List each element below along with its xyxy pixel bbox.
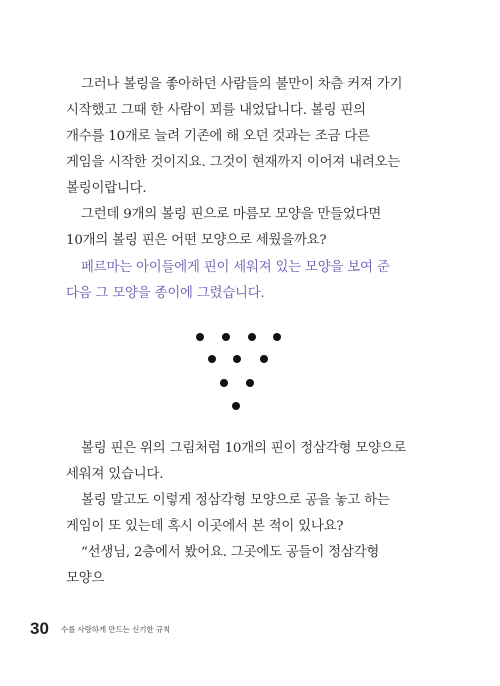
bowling-pin-dot	[196, 333, 204, 341]
paragraph: 볼링 핀은 위의 그림처럼 10개의 핀이 정삼각형 모양으로 세워져 있습니다.	[66, 441, 407, 482]
bowling-pin-dot	[208, 355, 216, 363]
highlighted-paragraph: 페르마는 아이들에게 핀이 세워져 있는 모양을 보여 준 다음 그 모양을 종이에 그렸습니다.	[66, 260, 390, 301]
bowling-pin-dot	[260, 355, 268, 363]
bowling-pin-dot	[222, 333, 230, 341]
highlighted-text-block	[66, 255, 408, 307]
page-number: 30	[30, 619, 49, 638]
paragraph: “선생님, 2층에서 봤어요. 그곳에도 공들이 정삼각형 모양으	[66, 545, 380, 586]
running-title: 수를 사랑하게 만드는 신기한 규칙	[60, 624, 171, 634]
paragraph: 그러나 볼링을 좋아하던 사람들의 불만이 차츰 커져 가기 시작했고 그때 한 사람이 꾀를 내었답니다. 볼링 핀의 개수를 10개로 늘려 기존에 해 오던 것과는 조금 다른 게임을 시작한 것이지요. 그것이 현재까지 이어져 내려오는 볼링이랍니다.	[66, 77, 403, 196]
text-block-top	[66, 72, 408, 254]
bowling-pin-dot	[232, 402, 240, 410]
bowling-pin-dot	[220, 379, 228, 387]
text-block-bottom	[66, 436, 408, 592]
paragraph: 볼링 말고도 이렇게 정삼각형 모양으로 공을 놓고 하는 게임이 또 있는데 혹시 이곳에서 본 적이 있나요?	[66, 493, 390, 534]
paragraph: 그런데 9개의 볼링 핀으로 마름모 모양을 만들었다면 10개의 볼링 핀은 어떤 모양으로 세웠을까요?	[66, 207, 382, 248]
bowling-pin-dot	[248, 333, 256, 341]
bowling-pin-dot	[273, 333, 281, 341]
bowling-pin-dot	[233, 355, 241, 363]
bowling-pin-dot	[246, 379, 254, 387]
page-footer	[30, 619, 170, 639]
